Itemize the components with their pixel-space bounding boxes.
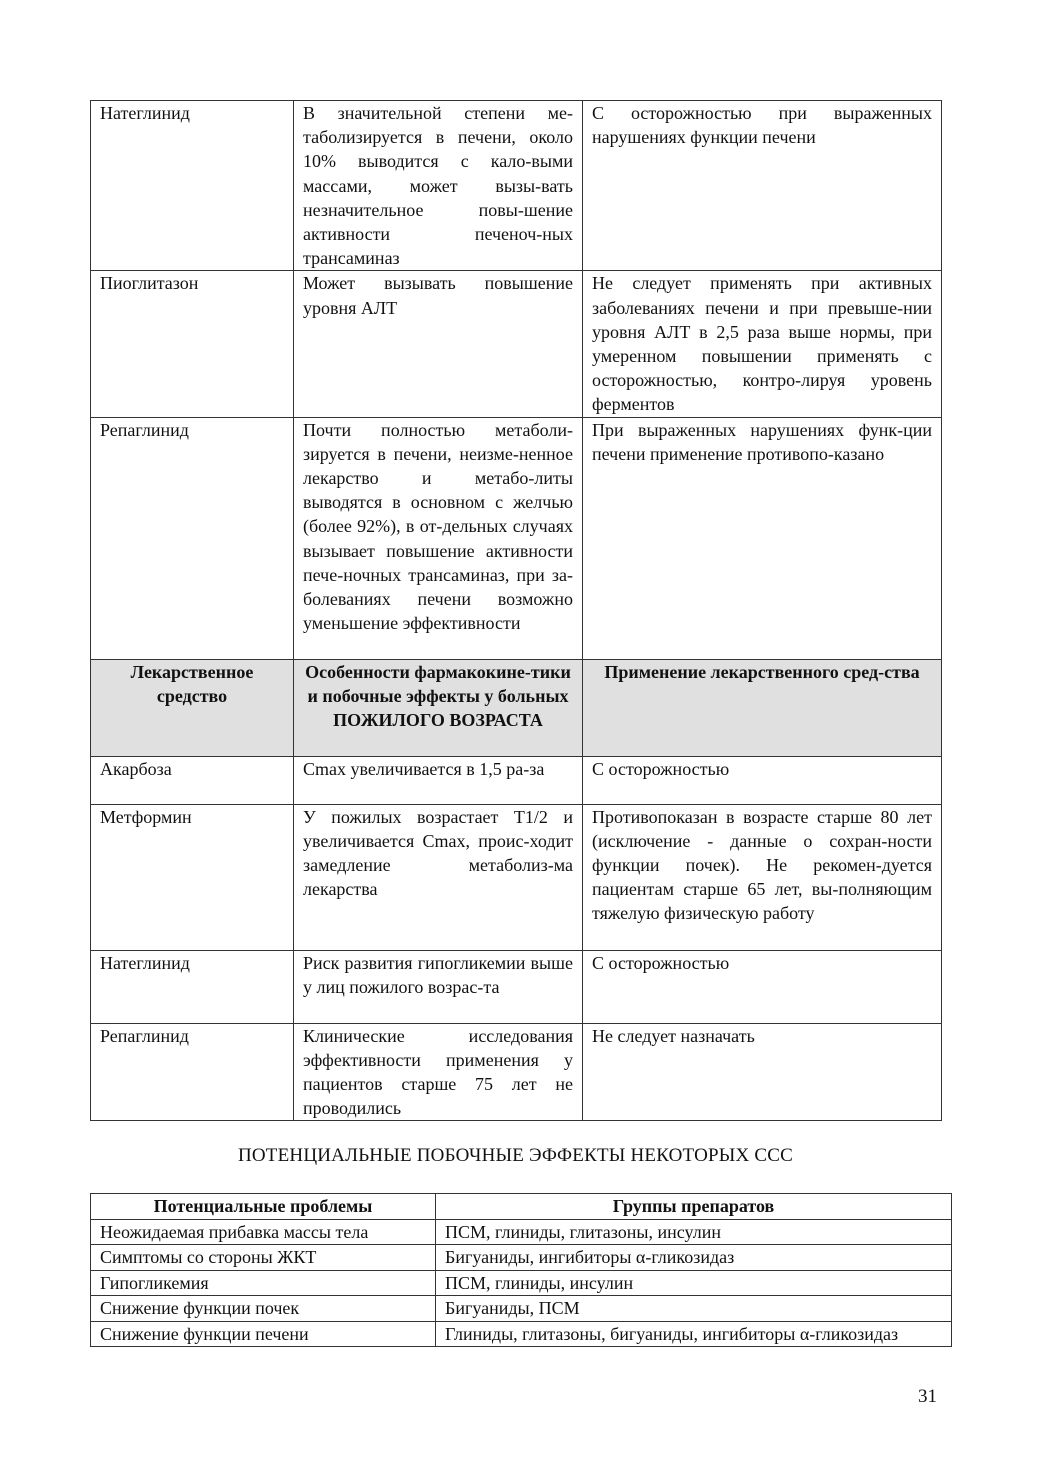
effects-cell: Почти полностью метаболи-зируется в печени, неизме-ненное лекарство и метабо-литы выводятся в основном с желчью (более 92%), в от-дельных случаях вызывает повышение активности пече-ночных трансаминаз, при за-болеваниях печени возможно уменьшение эффективности: [294, 417, 583, 659]
groups-cell: Бигуаниды, ингибиторы α-гликозидаз: [436, 1245, 952, 1271]
problem-cell: Симптомы со стороны ЖКТ: [91, 1245, 436, 1271]
header-problems: Потенциальные проблемы: [91, 1194, 436, 1220]
drug-table: [90, 100, 942, 1121]
drug-cell: Репаглинид: [91, 1023, 294, 1121]
problem-cell: Снижение функции почек: [91, 1296, 436, 1322]
problem-cell: Гипогликемия: [91, 1270, 436, 1296]
effects-cell: В значительной степени ме-таболизируется в печени, около 10% выводится с кало-выми массами, может вызы-вать незначительное повы-шение активности печеноч-ных трансаминаз: [294, 101, 583, 271]
drug-cell: Репаглинид: [91, 417, 294, 659]
groups-cell: Глиниды, глитазоны, бигуаниды, ингибиторы α-гликозидаз: [436, 1321, 952, 1347]
use-cell: Не следует применять при активных заболеваниях печени и при превыше-нии уровня АЛТ в 2,5 раза выше нормы, при умеренном повышении применять с осторожностью, контро-лируя уровень ферментов: [583, 271, 942, 417]
drug-cell: Пиоглитазон: [91, 271, 294, 417]
table-row: [91, 1270, 952, 1296]
use-cell: Не следует назначать: [583, 1023, 942, 1121]
header-use: Применение лекарственного сред-ства: [583, 659, 942, 756]
problem-cell: Снижение функции печени: [91, 1321, 436, 1347]
use-cell: С осторожностью при выраженных нарушениях функции печени: [583, 101, 942, 271]
use-cell: С осторожностью: [583, 950, 942, 1023]
effects-cell: Клинические исследования эффективности применения у пациентов старше 75 лет не проводились: [294, 1023, 583, 1121]
table-header-row: [91, 1194, 952, 1220]
table-row: [91, 756, 942, 804]
effects-cell: Может вызывать повышение уровня АЛТ: [294, 271, 583, 417]
table-row: [91, 1296, 952, 1322]
effects-cell: Cmax увеличивается в 1,5 ра-за: [294, 756, 583, 804]
drug-cell: Натеглинид: [91, 101, 294, 271]
table-row: [91, 271, 942, 417]
table-row: [91, 950, 942, 1023]
side-effects-table: [90, 1193, 952, 1347]
table-row: [91, 417, 942, 659]
groups-cell: ПСМ, глиниды, глитазоны, инсулин: [436, 1219, 952, 1245]
section-title: ПОТЕНЦИАЛЬНЫЕ ПОБОЧНЫЕ ЭФФЕКТЫ НЕКОТОРЫХ ССС: [237, 1145, 794, 1166]
use-cell: С осторожностью: [583, 756, 942, 804]
drug-cell: Акарбоза: [91, 756, 294, 804]
use-cell: Противопоказан в возрасте старше 80 лет (исключение - данные о сохран-ности функции почек). Не рекомен-дуется пациентам старше 65 лет, вы-полняющим тяжелую физическую работу: [583, 804, 942, 950]
problem-cell: Неожидаемая прибавка массы тела: [91, 1219, 436, 1245]
header-groups: Группы препаратов: [436, 1194, 952, 1220]
table-row: [91, 101, 942, 271]
use-cell: При выраженных нарушениях функ-ции печени применение противопо-казано: [583, 417, 942, 659]
page-number: 31: [918, 1386, 937, 1407]
header-drug: Лекарственное средство: [91, 659, 294, 756]
header-effects: Особенности фармакокине-тики и побочные эффекты у больных ПОЖИЛОГО ВОЗРАСТА: [294, 659, 583, 756]
table-row: [91, 804, 942, 950]
drug-cell: Метформин: [91, 804, 294, 950]
groups-cell: Бигуаниды, ПСМ: [436, 1296, 952, 1322]
table-row: [91, 1023, 942, 1121]
table-row: [91, 1219, 952, 1245]
table-row: [91, 1321, 952, 1347]
drug-cell: Натеглинид: [91, 950, 294, 1023]
table-row: [91, 1245, 952, 1271]
effects-cell: У пожилых возрастает Т1/2 и увеличивается Cmax, проис-ходит замедление метаболиз-ма лекарства: [294, 804, 583, 950]
groups-cell: ПСМ, глиниды, инсулин: [436, 1270, 952, 1296]
table-header-row: [91, 659, 942, 756]
effects-cell: Риск развития гипогликемии выше у лиц пожилого возрас-та: [294, 950, 583, 1023]
